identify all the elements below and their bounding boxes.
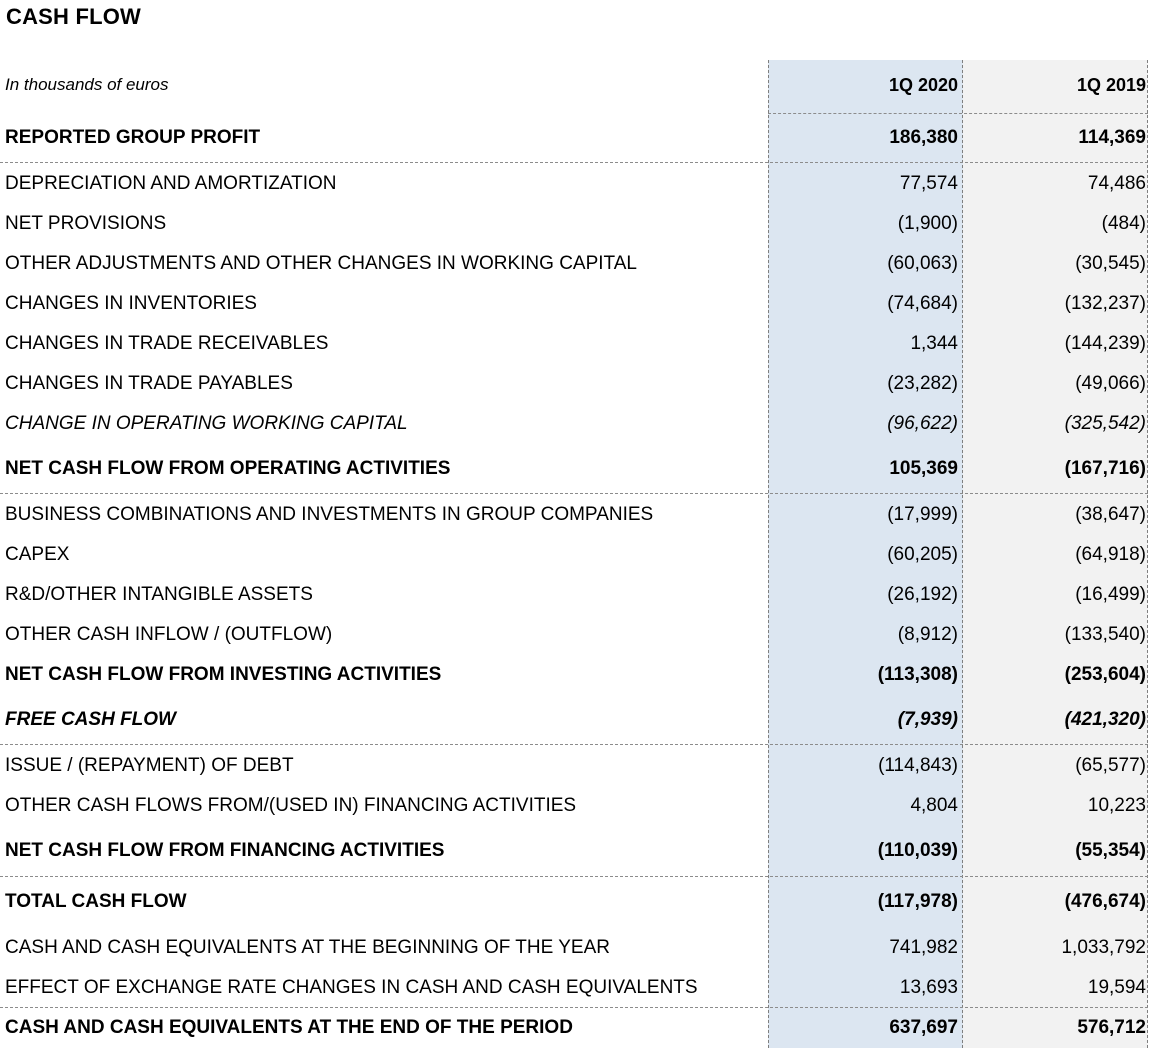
value-1q2020: (8,912): [897, 624, 958, 645]
value-1q2019: 19,594: [1087, 977, 1146, 998]
value-1q2019: (133,540): [1064, 624, 1146, 645]
value-1q2020: (60,205): [887, 544, 958, 565]
value-1q2019: 1,033,792: [1061, 937, 1146, 958]
row-label: CHANGES IN TRADE RECEIVABLES: [5, 333, 329, 354]
row-label: R&D/OTHER INTANGIBLE ASSETS: [5, 584, 313, 605]
row-label: CHANGES IN TRADE PAYABLES: [5, 373, 293, 394]
row-label: CHANGES IN INVENTORIES: [5, 293, 257, 314]
section-divider: [0, 493, 1148, 494]
row-label: NET CASH FLOW FROM OPERATING ACTIVITIES: [5, 458, 451, 479]
value-1q2020: 1,344: [910, 333, 958, 354]
value-1q2019: (421,320): [1064, 709, 1146, 730]
value-1q2019: (167,716): [1064, 458, 1146, 479]
value-1q2019: (253,604): [1064, 664, 1146, 685]
section-divider: [0, 876, 1148, 877]
value-1q2020: (60,063): [887, 253, 958, 274]
value-1q2020: (117,978): [877, 891, 958, 912]
value-1q2019: (132,237): [1064, 293, 1146, 314]
value-1q2019: 10,223: [1087, 795, 1146, 816]
section-divider: [0, 1007, 1148, 1008]
value-1q2020: 741,982: [889, 937, 958, 958]
column-header-1q2019: 1Q 2019: [1076, 75, 1146, 95]
value-1q2020: (113,308): [877, 664, 958, 685]
value-1q2019: (38,647): [1075, 504, 1146, 525]
column-header-1q2020: 1Q 2020: [888, 75, 958, 95]
row-label: NET CASH FLOW FROM FINANCING ACTIVITIES: [5, 840, 445, 861]
value-1q2019: (484): [1101, 213, 1146, 234]
value-1q2019: (30,545): [1075, 253, 1146, 274]
value-1q2020: (74,684): [887, 293, 958, 314]
value-1q2020: 105,369: [889, 458, 958, 479]
value-1q2020: (17,999): [887, 504, 958, 525]
value-1q2019: (65,577): [1075, 755, 1146, 776]
value-1q2019: (325,542): [1064, 413, 1146, 434]
value-1q2020: (1,900): [897, 213, 958, 234]
row-label: NET CASH FLOW FROM INVESTING ACTIVITIES: [5, 664, 442, 685]
value-1q2020: (114,843): [878, 755, 958, 776]
value-1q2019: 74,486: [1087, 173, 1146, 194]
value-1q2019: (49,066): [1075, 373, 1146, 394]
row-label: ISSUE / (REPAYMENT) OF DEBT: [5, 755, 294, 776]
value-1q2019: (144,239): [1064, 333, 1146, 354]
value-1q2019: 114,369: [1078, 127, 1146, 148]
row-label: CHANGE IN OPERATING WORKING CAPITAL: [5, 413, 408, 434]
value-1q2020: (7,939): [897, 709, 958, 730]
section-divider: [0, 744, 1148, 745]
value-1q2020: (23,282): [887, 373, 958, 394]
row-label: OTHER CASH FLOWS FROM/(USED IN) FINANCING ACTIVITIES: [5, 795, 577, 816]
row-label: DEPRECIATION AND AMORTIZATION: [5, 173, 337, 194]
value-1q2019: (476,674): [1064, 891, 1146, 912]
row-label: OTHER CASH INFLOW / (OUTFLOW): [5, 624, 333, 645]
row-label: OTHER ADJUSTMENTS AND OTHER CHANGES IN WORKING CAPITAL: [5, 253, 637, 274]
row-label: BUSINESS COMBINATIONS AND INVESTMENTS IN GROUP COMPANIES: [5, 504, 654, 525]
row-label: FREE CASH FLOW: [5, 709, 176, 730]
value-1q2020: 4,804: [910, 795, 958, 816]
value-1q2020: 77,574: [899, 173, 958, 194]
value-1q2019: 576,712: [1077, 1017, 1146, 1038]
row-label: EFFECT OF EXCHANGE RATE CHANGES IN CASH AND CASH EQUIVALENTS: [5, 977, 698, 998]
row-label: CAPEX: [5, 544, 70, 565]
unit-label: In thousands of euros: [5, 75, 169, 94]
value-1q2019: (16,499): [1075, 584, 1146, 605]
value-1q2020: 637,697: [889, 1017, 958, 1038]
section-divider: [0, 162, 1148, 163]
row-label: CASH AND CASH EQUIVALENTS AT THE END OF THE PERIOD: [5, 1017, 573, 1038]
value-1q2019: (55,354): [1075, 840, 1146, 861]
row-label: REPORTED GROUP PROFIT: [5, 127, 261, 148]
row-label: CASH AND CASH EQUIVALENTS AT THE BEGINNING OF THE YEAR: [5, 937, 610, 958]
value-1q2020: (110,039): [877, 840, 958, 861]
row-label: NET PROVISIONS: [5, 213, 167, 234]
value-1q2020: 186,380: [889, 127, 958, 148]
value-1q2019: (64,918): [1075, 544, 1146, 565]
page-title: CASH FLOW: [6, 4, 142, 29]
row-label: TOTAL CASH FLOW: [5, 891, 187, 912]
value-1q2020: (96,622): [887, 413, 958, 434]
value-1q2020: (26,192): [887, 584, 958, 605]
value-1q2020: 13,693: [899, 977, 958, 998]
